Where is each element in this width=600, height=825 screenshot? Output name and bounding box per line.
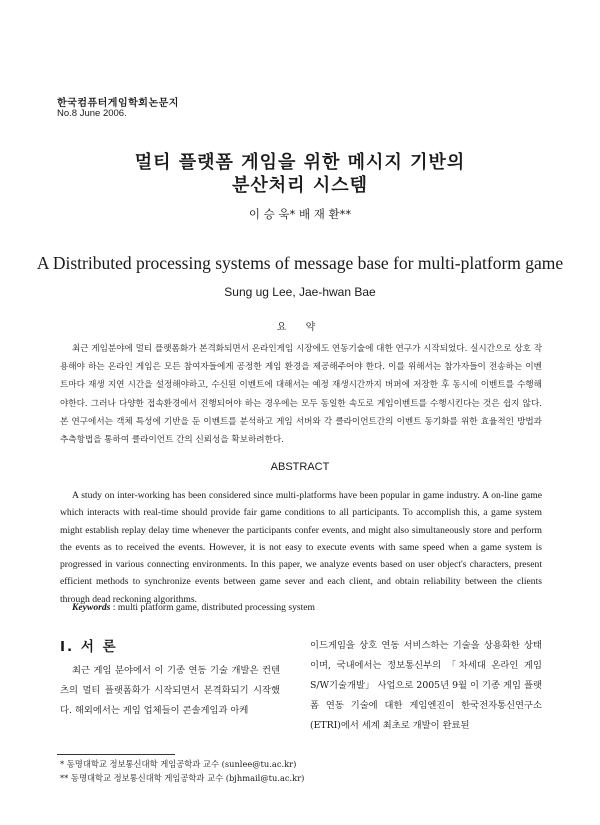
abstract-english-body: A study on inter-working has been considered since multi-platforms have been popular in game industry. A on-line game which interacts with real-time should provide fair game conditions to all participants. To accomplish this, a game system might establish replay delay time whenever the participants confer events, and might also simultaneously store and perform the events as to received the events. However, it is not easy to execute events with same speed when a game system is progressed in various connecting environments. In this paper, we analyze events based on user object's characters, present efficient methods to synchronize events between game sever and each client, and obtain reliability between the clients through dead reckoning algorithms. bbox=[60, 490, 542, 605]
title-korean-line2: 분산처리 시스템 bbox=[232, 175, 368, 196]
footnote-2: ** 동명대학교 정보통신대학 게임공학과 교수 (bjhmail@tu.ac.kr) bbox=[60, 773, 305, 783]
title-korean-line1: 멀티 플랫폼 게임을 위한 메시지 기반의 bbox=[134, 152, 466, 173]
section-heading-introduction: Ⅰ. 서 론 bbox=[60, 639, 118, 655]
journal-name: 한국컴퓨터게임학회논문지 bbox=[57, 98, 179, 109]
title-english: A Distributed processing systems of message base for multi-platform game bbox=[36, 253, 564, 273]
abstract-korean-body: 최근 게임분야에 멀티 플랫폼화가 본격화되면서 온라인게임 시장에도 연동기술에 대한 연구가 시작되었다. 실시간으로 상호 작용해야 하는 온라인 게임은 모든 참여자들에게 공정한 게임 환경을 제공해주어야 한다. 이를 위해서는 참가자들이 전송하는 이벤트마다 재생 지연 시간을 설정해야하고, 수신된 이벤트에 대해서는 예정 재생시간까지 버퍼에 저장한 후 동시에 이벤트를 수행해야한다. 그러나 다양한 접속환경에서 진행되어야 하는 경우에는 모두 동일한 속도로 게임이벤트를 수행시킨다는 것은 쉽지 않다. 본 연구에서는 객체 특성에 기반을 둔 이벤트를 분석하고 게임 서버와 각 클라이언트간의 이벤트 동기화를 위한 효율적인 방법과 추측항법을 통하여 클라이언트 간의 신뢰성을 확보하려한다. bbox=[60, 344, 542, 446]
issue-info: No.8 June 2006. bbox=[57, 108, 127, 119]
keywords-label: Keywords bbox=[72, 602, 111, 613]
body-left-column: 최근 게임 분야에서 이 기종 연동 기술 개발은 컨텐츠의 멀티 플랫폼화가 시작되면서 본격화되기 시작했다. 해외에서는 게임 업체들이 콘솔게임과 아케 bbox=[60, 665, 280, 716]
authors-korean: 이 승 욱* 배 재 환** bbox=[248, 207, 352, 221]
footnote-divider bbox=[57, 754, 175, 755]
authors-english: Sung ug Lee, Jae-hwan Bae bbox=[224, 285, 376, 299]
body-right-column: 이드게임을 상호 연동 서비스하는 기술을 상용화한 상태이며, 국내에서는 정보통신부의 「차세대 온라인 게임 S/W기술개발」 사업으로 2005년 9월 이 기종 게임 플랫폼 연동 기술에 대한 게임엔진이 한국전자통신연구소(ETRI)에서 세계 최초로 개발이 완료된 bbox=[310, 640, 542, 731]
abstract-english-heading: ABSTRACT bbox=[270, 461, 330, 473]
keywords bbox=[72, 602, 315, 613]
keywords-text: : multi platform game, distributed processing system bbox=[110, 602, 316, 613]
footnote-1: * 동명대학교 정보통신대학 게임공학과 교수 (sunlee@tu.ac.kr) bbox=[60, 759, 297, 769]
abstract-korean-heading: 요 약 bbox=[276, 322, 324, 333]
